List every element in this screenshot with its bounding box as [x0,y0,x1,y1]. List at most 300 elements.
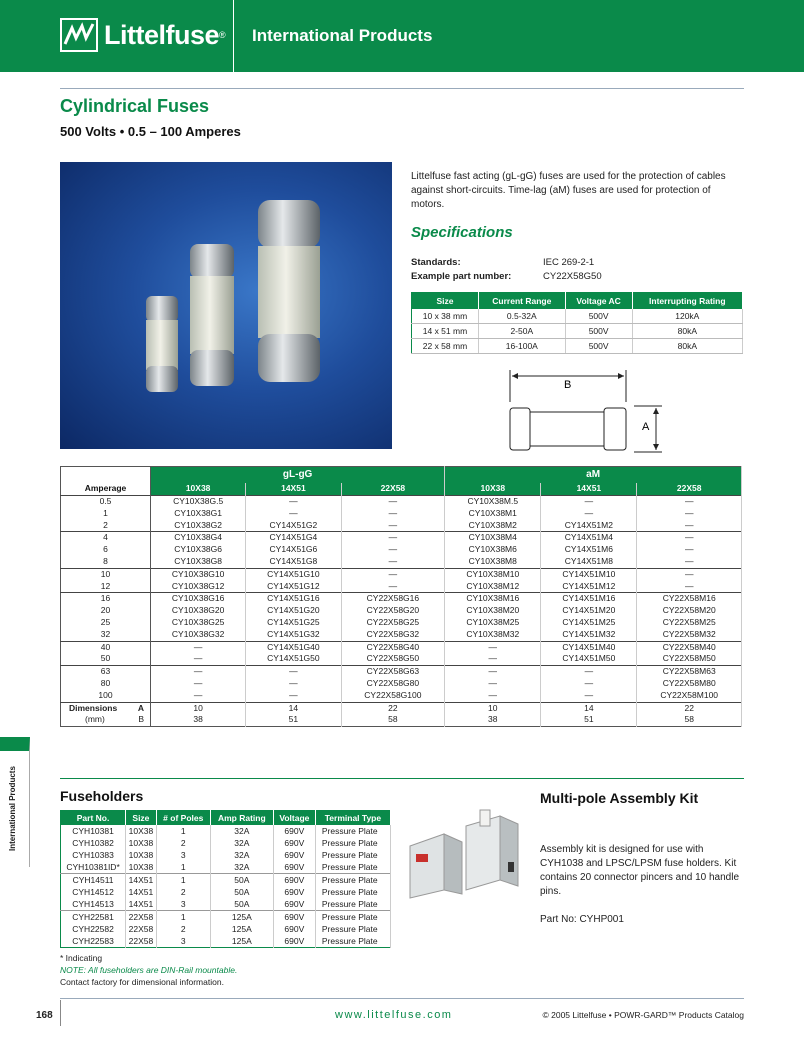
header-divider [233,0,234,72]
fuseholder-cell: 32A [210,825,273,837]
amperage-cell: 25 [61,617,151,629]
part-number-cell: — [151,690,246,702]
footer-copyright: © 2005 Littelfuse • POWR-GARD™ Products Catalog [542,1010,744,1020]
fuseholder-cell: 690V [273,935,315,948]
part-number-cell: CY22X58M32 [637,629,742,641]
part-number-cell: CY14X51G8 [246,556,341,568]
part-number-cell: — [445,690,541,702]
fuse-table-row [61,641,742,653]
part-number-cell: CY22X58M100 [637,690,742,702]
part-number-cell: CY22X58M50 [637,653,742,665]
part-number-cell: CY10X38G.5 [151,496,246,508]
example-value: CY22X58G50 [543,271,602,282]
part-number-cell: CY14X51M8 [541,556,637,568]
part-number-cell: — [151,641,246,653]
fuseholders-heading: Fuseholders [60,788,144,804]
top-rule [60,88,744,89]
fuseholder-row [61,861,391,874]
fuseholder-row [61,898,391,911]
fuse-table-row [61,520,742,532]
fuseholder-cell: 14X51 [126,886,157,898]
size-header: 22X58 [637,483,742,496]
fuseholder-cell: Pressure Plate [315,849,390,861]
mm-label-text: (mm) [85,714,105,725]
fuseholder-cell: CYH10382 [61,837,126,849]
part-number-cell: — [445,653,541,665]
part-number-cell: CY14X51M40 [541,641,637,653]
fuseholder-cell: Pressure Plate [315,825,390,837]
spec-cell: 80kA [632,339,742,354]
spec-col-header: Size [412,293,479,310]
fuse-dimension-diagram [498,368,668,458]
amperage-cell: 63 [61,666,151,678]
fuseholder-cell: 14X51 [126,874,157,887]
part-number-cell: CY14X51M25 [541,617,637,629]
size-header: 22X58 [341,483,445,496]
fuse-table-row [61,605,742,617]
part-number-cell: — [541,666,637,678]
part-number-cell: — [637,496,742,508]
part-number-cell: CY22X58G80 [341,678,445,690]
part-number-cell: CY14X51G12 [246,581,341,593]
part-number-cell: CY10X38G2 [151,520,246,532]
amperage-header: Amperage [61,467,151,496]
part-number-cell: — [341,556,445,568]
part-number-cell: — [341,568,445,580]
amperage-cell: 20 [61,605,151,617]
dimension-b-label: B [564,379,572,391]
fh-col-header: Amp Rating [210,811,273,826]
fuseholder-row [61,849,391,861]
part-number-cell: CY22X58M63 [637,666,742,678]
part-number-cell: CY14X51M6 [541,544,637,556]
logo-text: Littelfuse [104,19,220,50]
logo-mark-icon [60,18,98,52]
part-number-cell: — [246,496,341,508]
part-number-cell: — [637,532,742,544]
logo-registered: ® [219,30,226,40]
fuseholder-cell: Pressure Plate [315,923,390,935]
spec-col-header: Interrupting Rating [632,293,742,310]
part-number-cell: CY10X38M20 [445,605,541,617]
amperage-cell: 16 [61,593,151,605]
part-number-cell: CY22X58G32 [341,629,445,641]
part-number-cell: CY14X51G10 [246,568,341,580]
part-number-cell: CY14X51G6 [246,544,341,556]
fuseholder-cell: 50A [210,874,273,887]
part-number-cell: CY14X51M12 [541,581,637,593]
part-number-cell: CY14X51G16 [246,593,341,605]
part-number-cell: CY10X38M1 [445,508,541,520]
fuseholder-row [61,825,391,837]
part-number-cell: — [341,496,445,508]
part-number-cell: CY14X51M10 [541,568,637,580]
part-number-cell: — [246,508,341,520]
amperage-cell: 32 [61,629,151,641]
fuse-table-row [61,593,742,605]
dimensions-label-text: Dimensions [69,702,118,713]
spec-row [412,339,743,354]
fuseholder-cell: Pressure Plate [315,935,390,948]
amperage-cell: 12 [61,581,151,593]
fuseholder-cell: 690V [273,825,315,837]
assembly-kit-text: Assembly kit is designed for use with CYH1038 and LPSC/LPSM fuse holders. Kit contains 20 connector pincers and 10 handle pins. [540,844,740,897]
part-number-cell: — [246,690,341,702]
fuseholder-row [61,837,391,849]
amperage-cell: 1 [61,508,151,520]
fuseholder-cell: 32A [210,849,273,861]
fuseholder-cell: 50A [210,886,273,898]
part-number-cell: CY10X38M6 [445,544,541,556]
dimension-a-label: A [642,421,650,433]
part-number-cell: CY22X58G50 [341,653,445,665]
assembly-kit-photo [404,806,524,902]
fuseholder-cell: 3 [156,898,210,911]
fuseholder-row [61,874,391,887]
fuseholder-cell: Pressure Plate [315,911,390,924]
fuse-part-table [60,466,742,727]
part-number-cell: CY10X38M10 [445,568,541,580]
fuseholder-cell: CYH10381ID* [61,861,126,874]
part-number-cell: CY10X38G20 [151,605,246,617]
part-number-cell: — [541,496,637,508]
part-number-cell: — [246,678,341,690]
part-number-cell: CY10X38G16 [151,593,246,605]
fuse-table-row [61,532,742,544]
fuseholder-cell: 690V [273,837,315,849]
littelfuse-logo [60,18,226,52]
size-header: 14X51 [541,483,637,496]
part-number-cell: CY14X51G32 [246,629,341,641]
gl-gg-group-header: gL-gG [151,467,445,483]
side-section-tab [0,737,30,867]
spec-cell: 500V [565,324,632,339]
dim-cell: 14 [541,702,637,714]
fuseholders-table [60,810,391,948]
dim-cell: 51 [246,714,341,726]
fuseholder-cell: 10X38 [126,849,157,861]
part-number-cell: — [445,666,541,678]
spec-cell: 16-100A [478,339,565,354]
fuse-table-row [61,544,742,556]
part-number-cell: CY10X38M12 [445,581,541,593]
header-bar [0,0,804,72]
amperage-cell: 50 [61,653,151,665]
fuseholder-cell: 690V [273,923,315,935]
footer-divider [60,1000,61,1026]
fuseholder-cell: CYH14511 [61,874,126,887]
part-number-cell: — [341,544,445,556]
spec-table [411,292,743,354]
standards-value: IEC 269-2-1 [543,257,595,268]
amperage-cell: 100 [61,690,151,702]
fuse-table-row [61,690,742,702]
part-number-cell: CY22X58G25 [341,617,445,629]
dim-cell: 14 [246,702,341,714]
example-label: Example part number: [411,271,512,282]
part-number-cell: CY14X51G4 [246,532,341,544]
part-number-cell: CY22X58G100 [341,690,445,702]
spec-row [412,309,743,324]
part-number-cell: CY14X51M2 [541,520,637,532]
part-number-cell: CY10X38G12 [151,581,246,593]
part-number-cell: CY22X58G40 [341,641,445,653]
part-number-cell: CY14X51G50 [246,653,341,665]
size-header: 10X38 [445,483,541,496]
am-group-header: aM [445,467,742,483]
dim-cell: 51 [541,714,637,726]
example-row [411,271,602,282]
dim-cell: 22 [341,702,445,714]
specifications-heading: Specifications [411,224,513,241]
part-number-cell: — [541,678,637,690]
mm-label [61,714,151,726]
part-number-cell: CY10X38M.5 [445,496,541,508]
part-number-cell: — [637,556,742,568]
fuseholder-cell: 2 [156,886,210,898]
part-number-cell: CY10X38G4 [151,532,246,544]
spec-cell: 500V [565,309,632,324]
part-number-cell: CY14X51G40 [246,641,341,653]
fuse-table-row [61,556,742,568]
part-number-cell: CY10X38G10 [151,568,246,580]
spec-cell: 22 x 58 mm [412,339,479,354]
part-number-cell: CY14X51M32 [541,629,637,641]
part-number-cell: CY22X58M25 [637,617,742,629]
assembly-kit-heading: Multi-pole Assembly Kit [540,790,699,806]
fuse-table-row [61,581,742,593]
part-number-cell: — [341,520,445,532]
section-rule [60,778,744,779]
part-number-cell: CY14X51G25 [246,617,341,629]
fuseholder-cell: 32A [210,837,273,849]
fh-col-header: Terminal Type [315,811,390,826]
fuseholder-cell: 1 [156,911,210,924]
part-number-cell: CY10X38M32 [445,629,541,641]
part-number-cell: — [541,690,637,702]
part-number-cell: CY10X38G6 [151,544,246,556]
part-number-cell: — [637,520,742,532]
fuseholder-cell: 125A [210,923,273,935]
amperage-cell: 10 [61,568,151,580]
fuseholder-cell: 1 [156,861,210,874]
amperage-cell: 2 [61,520,151,532]
part-number-cell: CY10X38G25 [151,617,246,629]
spec-col-header: Voltage AC [565,293,632,310]
dim-cell: 58 [637,714,742,726]
standards-label: Standards: [411,257,461,268]
part-number-cell: CY10X38M16 [445,593,541,605]
part-number-cell: CY10X38M2 [445,520,541,532]
part-number-cell: — [637,508,742,520]
fuseholder-row [61,923,391,935]
fh-col-header: # of Poles [156,811,210,826]
fuseholder-cell: Pressure Plate [315,886,390,898]
fuseholder-cell: 10X38 [126,825,157,837]
part-number-cell: CY14X51M4 [541,532,637,544]
page-title: Cylindrical Fuses [60,96,210,116]
dim-cell: 58 [341,714,445,726]
part-number-cell: — [637,544,742,556]
page-subtitle: 500 Volts • 0.5 – 100 Amperes [60,124,241,139]
fuseholder-cell: CYH10381 [61,825,126,837]
part-number-cell: — [341,508,445,520]
amperage-cell: 4 [61,532,151,544]
amperage-cell: 40 [61,641,151,653]
part-number-cell: CY22X58M20 [637,605,742,617]
fuseholder-cell: Pressure Plate [315,898,390,911]
dim-cell: 38 [445,714,541,726]
side-tab-label: International Products [8,766,17,851]
fuseholder-cell: 22X58 [126,935,157,948]
part-number-cell: — [541,508,637,520]
part-number-cell: CY14X51G20 [246,605,341,617]
fuseholder-notes [60,952,237,988]
footer-url[interactable]: www.littelfuse.com [335,1009,453,1021]
spec-cell: 10 x 38 mm [412,309,479,324]
footer-rule [60,998,744,999]
fuseholder-cell: 10X38 [126,837,157,849]
part-number-cell: — [246,666,341,678]
note-indicating: * Indicating [60,953,103,963]
amperage-cell: 6 [61,544,151,556]
amperage-cell: 8 [61,556,151,568]
spec-cell: 0.5-32A [478,309,565,324]
dimensions-label [61,702,151,714]
fuseholder-cell: 690V [273,898,315,911]
fuse-table-row [61,666,742,678]
amperage-cell: 80 [61,678,151,690]
fuseholder-cell: CYH22582 [61,923,126,935]
spec-cell: 120kA [632,309,742,324]
part-number-cell: — [151,666,246,678]
fuseholder-row [61,935,391,948]
fuseholder-cell: 50A [210,898,273,911]
spec-table-header [412,293,743,310]
fuses-photo [60,162,392,449]
part-number-cell: — [151,678,246,690]
dim-a-letter: A [137,702,144,713]
fh-col-header: Voltage [273,811,315,826]
fuseholder-cell: Pressure Plate [315,874,390,887]
fuseholder-cell: 690V [273,849,315,861]
fuses-illustration [60,162,392,449]
part-number-cell: CY10X38M8 [445,556,541,568]
fuse-table-row [61,508,742,520]
part-number-cell: CY10X38G32 [151,629,246,641]
spec-cell: 14 x 51 mm [412,324,479,339]
fh-col-header: Part No. [61,811,126,826]
part-number-cell: — [341,532,445,544]
part-number-cell: CY14X51M50 [541,653,637,665]
page-number: 168 [36,1010,53,1021]
part-number-cell: CY22X58G16 [341,593,445,605]
fuseholder-cell: CYH14513 [61,898,126,911]
section-title: International Products [252,26,433,45]
note-din-rail: NOTE: All fuseholders are DIN-Rail mountable. [60,965,238,975]
part-number-cell: CY10X38G1 [151,508,246,520]
fuseholder-cell: 690V [273,874,315,887]
part-number-cell: — [637,581,742,593]
fuseholder-cell: 14X51 [126,898,157,911]
fuse-table-row [61,678,742,690]
fuseholder-cell: 690V [273,911,315,924]
part-number-cell: CY10X38M4 [445,532,541,544]
fuse-table-row [61,653,742,665]
dim-b-letter: B [138,714,144,725]
part-number-cell: CY10X38G8 [151,556,246,568]
note-contact: Contact factory for dimensional information. [60,977,224,987]
fuseholder-cell: Pressure Plate [315,861,390,874]
part-number-cell: — [445,678,541,690]
fuseholder-cell: 1 [156,874,210,887]
assembly-kit-part-no: Part No: CYHP001 [540,914,624,925]
part-number-cell: CY10X38M25 [445,617,541,629]
fuseholder-cell: 2 [156,837,210,849]
amperage-cell: 0.5 [61,496,151,508]
fuseholder-cell: 1 [156,825,210,837]
part-number-cell: CY22X58G20 [341,605,445,617]
fuseholder-cell: 690V [273,861,315,874]
fuseholder-cell: 10X38 [126,861,157,874]
dim-cell: 22 [637,702,742,714]
part-number-cell: — [637,568,742,580]
spec-cell: 2-50A [478,324,565,339]
fuseholder-cell: 3 [156,935,210,948]
part-number-cell: CY14X51M16 [541,593,637,605]
fuseholder-cell: 125A [210,911,273,924]
fuseholder-cell: 32A [210,861,273,874]
fuse-table-row [61,496,742,508]
dim-cell: 38 [151,714,246,726]
fuseholder-cell: 2 [156,923,210,935]
fuse-table-row [61,568,742,580]
fuseholder-cell: 3 [156,849,210,861]
fuseholder-cell: 125A [210,935,273,948]
part-number-cell: — [341,581,445,593]
spec-col-header: Current Range [478,293,565,310]
fuse-table-row [61,617,742,629]
part-number-cell: — [151,653,246,665]
size-header: 14X51 [246,483,341,496]
spec-cell: 80kA [632,324,742,339]
part-number-cell: CY22X58G63 [341,666,445,678]
footer [0,1000,804,1030]
fh-col-header: Size [126,811,157,826]
fuseholder-cell: 690V [273,886,315,898]
part-number-cell: CY14X51M20 [541,605,637,617]
spec-cell: 500V [565,339,632,354]
fuseholder-cell: CYH14512 [61,886,126,898]
fuseholder-cell: CYH10383 [61,849,126,861]
fuseholder-row [61,911,391,924]
fuseholder-cell: Pressure Plate [315,837,390,849]
fuseholder-cell: 22X58 [126,923,157,935]
fuseholder-row [61,886,391,898]
dim-cell: 10 [445,702,541,714]
size-header: 10X38 [151,483,246,496]
part-number-cell: — [445,641,541,653]
fuseholder-cell: CYH22583 [61,935,126,948]
part-number-cell: CY22X58M16 [637,593,742,605]
intro-text: Littelfuse fast acting (gL-gG) fuses are used for the protection of cables against short-circuits. Time-lag (aM) fuses are used for protection of motors. [411,171,726,210]
fuseholder-cell: CYH22581 [61,911,126,924]
part-number-cell: CY22X58M80 [637,678,742,690]
standards-row [411,257,594,268]
fuseholder-cell: 22X58 [126,911,157,924]
part-number-cell: CY14X51G2 [246,520,341,532]
fuse-table-row [61,629,742,641]
